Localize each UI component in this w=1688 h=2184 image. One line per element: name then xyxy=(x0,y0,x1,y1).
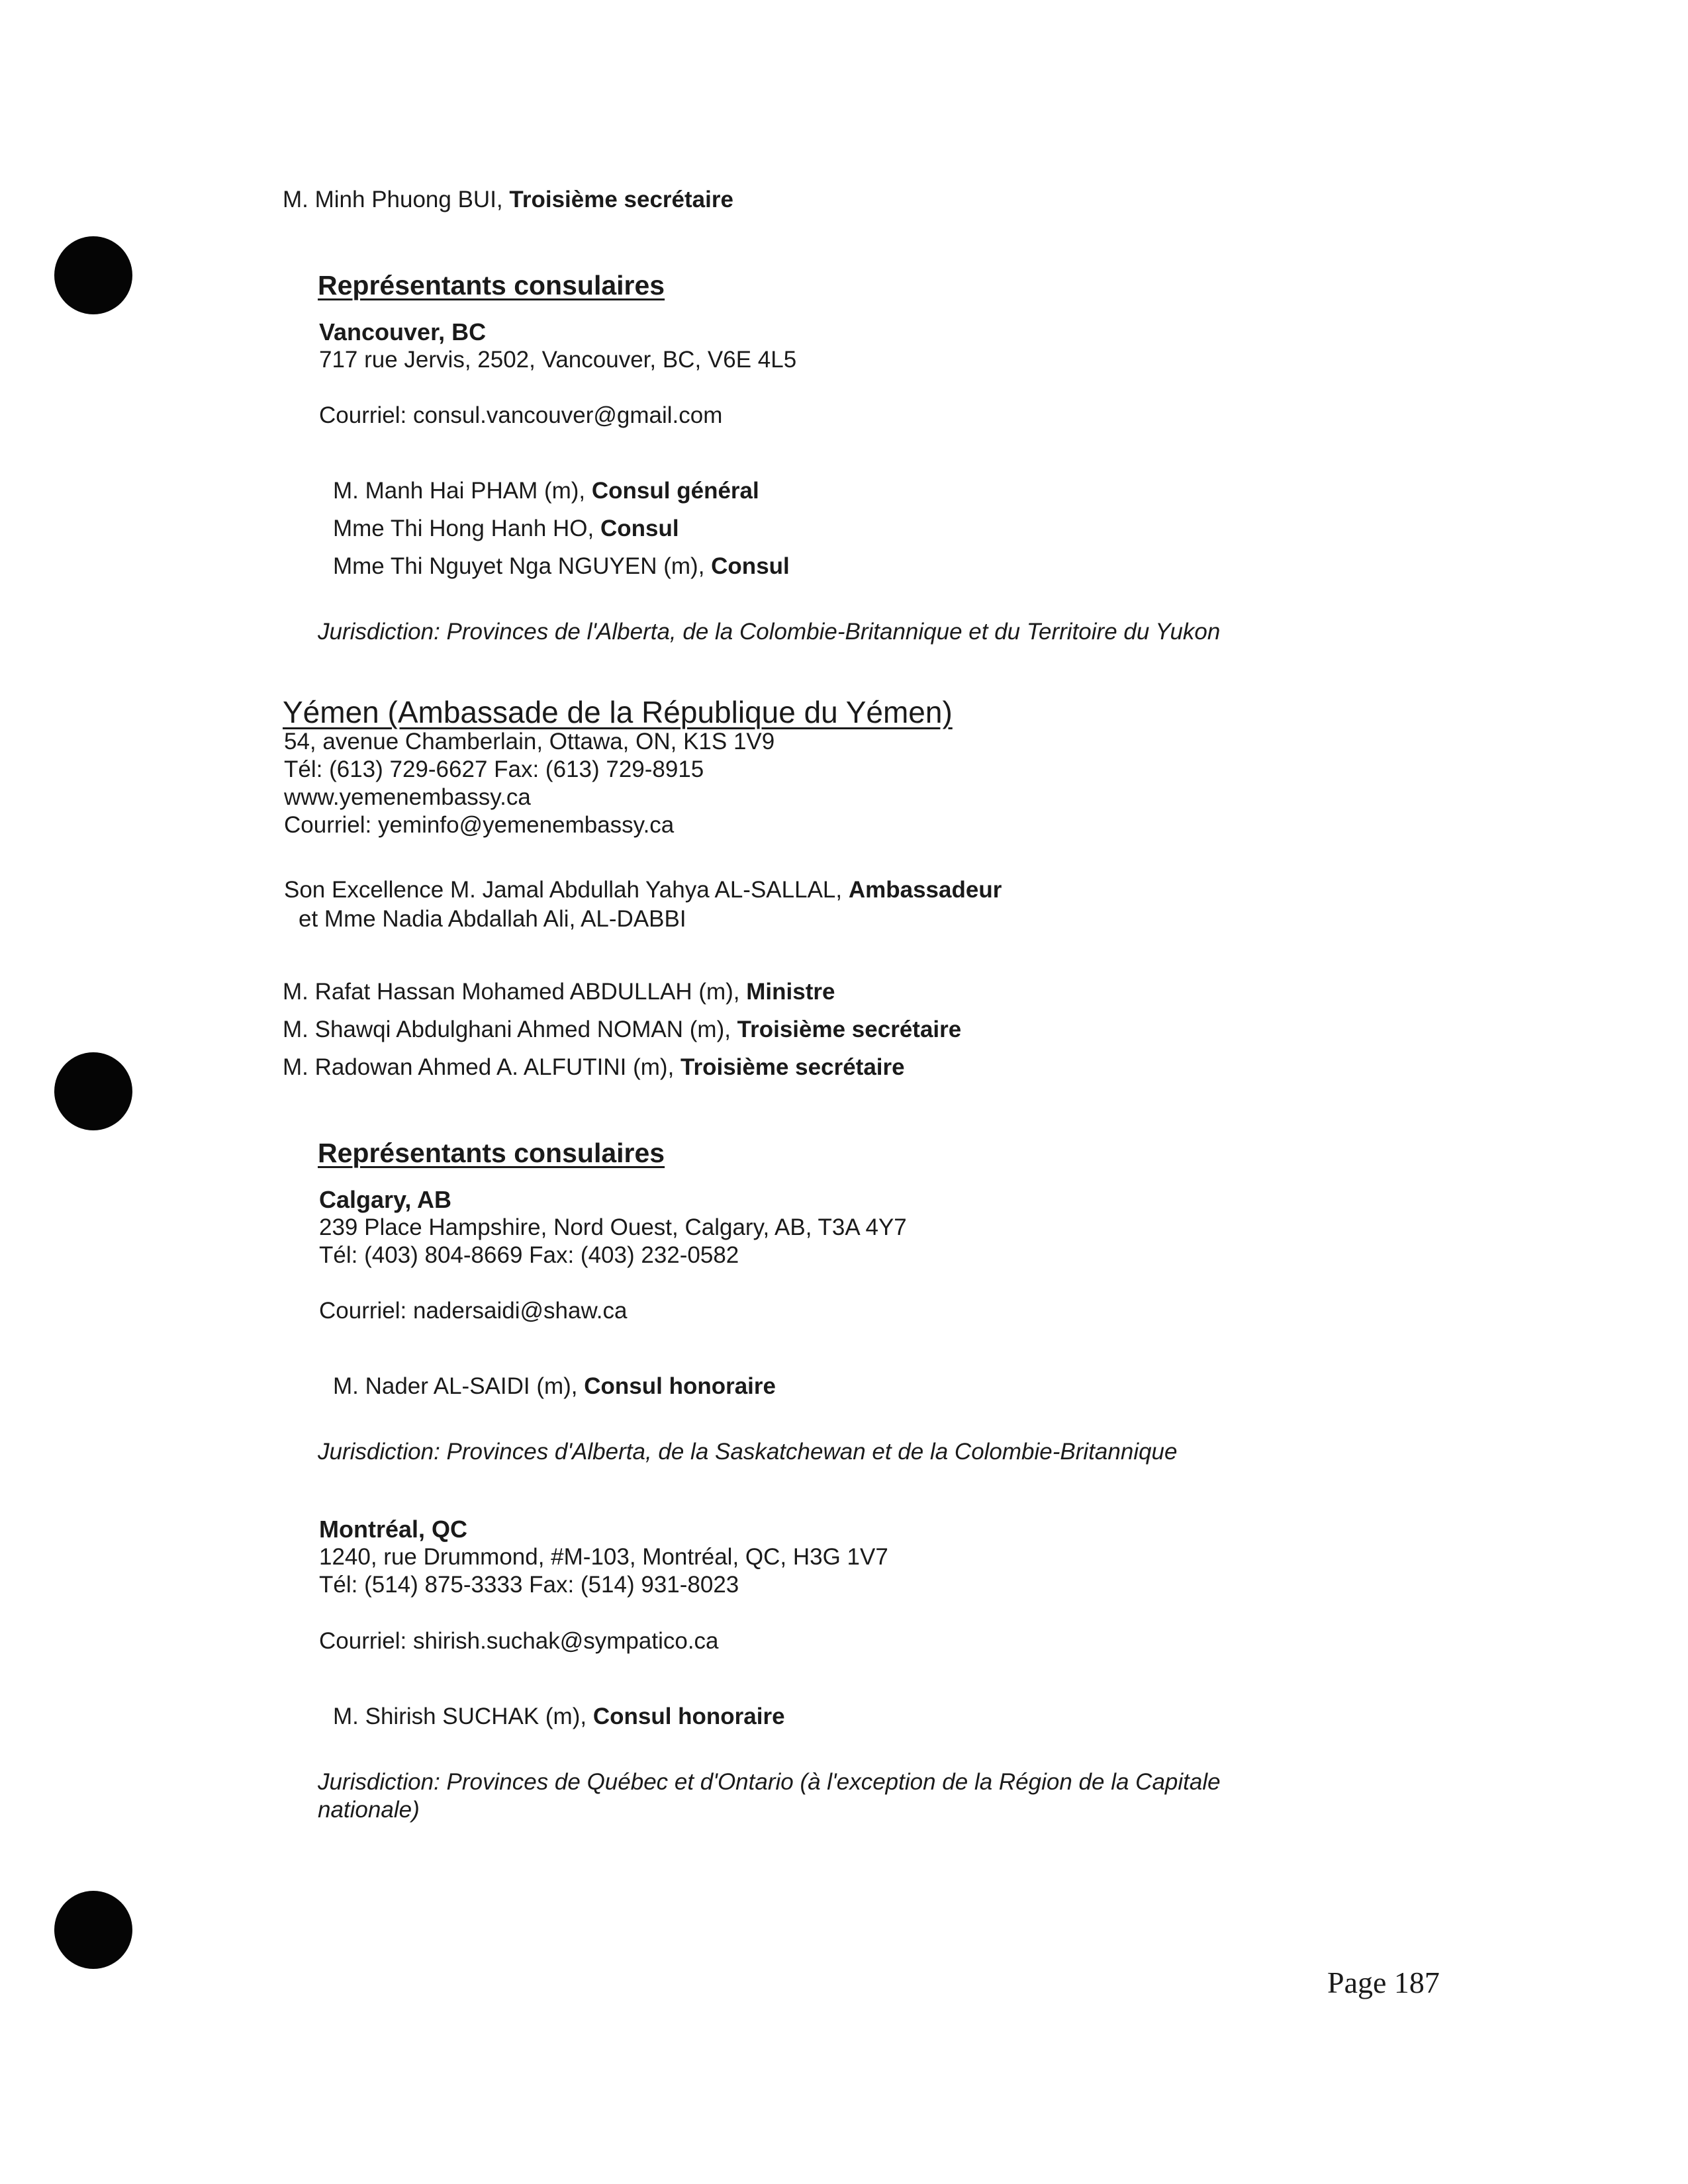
email: Courriel: nadersaidi@shaw.ca xyxy=(319,1298,628,1324)
staff-line xyxy=(333,477,759,505)
staff-name: M. Nader AL-SAIDI (m), xyxy=(333,1373,585,1399)
ambassador-name: Son Excellence M. Jamal Abdullah Yahya AL-SALLAL, xyxy=(284,877,849,903)
email: Courriel: shirish.suchak@sympatico.ca xyxy=(319,1628,719,1654)
punch-hole-top xyxy=(54,236,132,314)
jurisdiction-continued: nationale) xyxy=(318,1797,420,1823)
staff-name: Mme Thi Hong Hanh HO, xyxy=(333,516,600,541)
staff-line xyxy=(333,515,679,543)
staff-name: Mme Thi Nguyet Nga NGUYEN (m), xyxy=(333,553,712,579)
section-heading: Représentants consulaires xyxy=(318,270,665,300)
jurisdiction: Jurisdiction: Provinces de l'Alberta, de la Colombie-Britannique et du Territoire du Yukon xyxy=(318,619,1221,645)
city-heading: Calgary, AB xyxy=(319,1186,452,1213)
phone-fax: Tél: (403) 804-8669 Fax: (403) 232-0582 xyxy=(319,1242,739,1268)
section-heading: Représentants consulaires xyxy=(318,1138,665,1168)
jurisdiction: Jurisdiction: Provinces de Québec et d'Ontario (à l'exception de la Région de la Capitale xyxy=(318,1769,1221,1795)
address: 54, avenue Chamberlain, Ottawa, ON, K1S 1V9 xyxy=(284,729,775,754)
staff-line xyxy=(283,1054,905,1081)
address: 1240, rue Drummond, #M-103, Montréal, QC, H3G 1V7 xyxy=(319,1544,888,1570)
ambassador-line xyxy=(284,876,1002,904)
staff-title: Consul honoraire xyxy=(584,1373,776,1399)
city-heading: Vancouver, BC xyxy=(319,318,487,345)
page-number: Page 187 xyxy=(1327,1966,1440,1999)
email: Courriel: yeminfo@yemenembassy.ca xyxy=(284,812,675,838)
punch-hole-bottom xyxy=(54,1891,132,1969)
ambassador-title: Ambassadeur xyxy=(848,877,1002,903)
punch-hole-middle xyxy=(54,1052,132,1130)
jurisdiction: Jurisdiction: Provinces d'Alberta, de la Saskatchewan et de la Colombie-Britannique xyxy=(318,1439,1178,1465)
staff-line xyxy=(283,186,733,214)
staff-name: M. Rafat Hassan Mohamed ABDULLAH (m), xyxy=(283,979,747,1005)
website: www.yemenembassy.ca xyxy=(284,784,531,810)
staff-name: M. Shirish SUCHAK (m), xyxy=(333,1704,593,1729)
staff-title: Consul honoraire xyxy=(592,1704,785,1729)
staff-title: Ministre xyxy=(746,979,835,1005)
staff-name: M. Shawqi Abdulghani Ahmed NOMAN (m), xyxy=(283,1017,737,1042)
staff-title: Troisième secrétaire xyxy=(509,187,733,212)
city-heading: Montréal, QC xyxy=(319,1516,468,1543)
staff-name: M. Manh Hai PHAM (m), xyxy=(333,478,592,504)
staff-line xyxy=(333,1373,776,1400)
embassy-heading: Yémen (Ambassade de la République du Yémen) xyxy=(283,695,953,729)
staff-title: Troisième secrétaire xyxy=(737,1017,962,1042)
staff-title: Consul xyxy=(711,553,790,579)
staff-line xyxy=(333,553,790,580)
phone-fax: Tél: (514) 875-3333 Fax: (514) 931-8023 xyxy=(319,1572,739,1598)
staff-title: Consul général xyxy=(591,478,759,504)
staff-name: M. Radowan Ahmed A. ALFUTINI (m), xyxy=(283,1054,681,1080)
staff-line xyxy=(333,1703,785,1731)
staff-title: Consul xyxy=(600,516,679,541)
staff-name: M. Minh Phuong BUI, xyxy=(283,187,510,212)
phone-fax: Tél: (613) 729-6627 Fax: (613) 729-8915 xyxy=(284,756,704,782)
address: 717 rue Jervis, 2502, Vancouver, BC, V6E 4L5 xyxy=(319,347,797,373)
staff-line xyxy=(283,1016,961,1044)
staff-line xyxy=(283,978,835,1006)
spouse-line: et Mme Nadia Abdallah Ali, AL-DABBI xyxy=(299,906,686,932)
address: 239 Place Hampshire, Nord Ouest, Calgary, AB, T3A 4Y7 xyxy=(319,1214,907,1240)
staff-title: Troisième secrétaire xyxy=(680,1054,905,1080)
email: Courriel: consul.vancouver@gmail.com xyxy=(319,402,723,428)
